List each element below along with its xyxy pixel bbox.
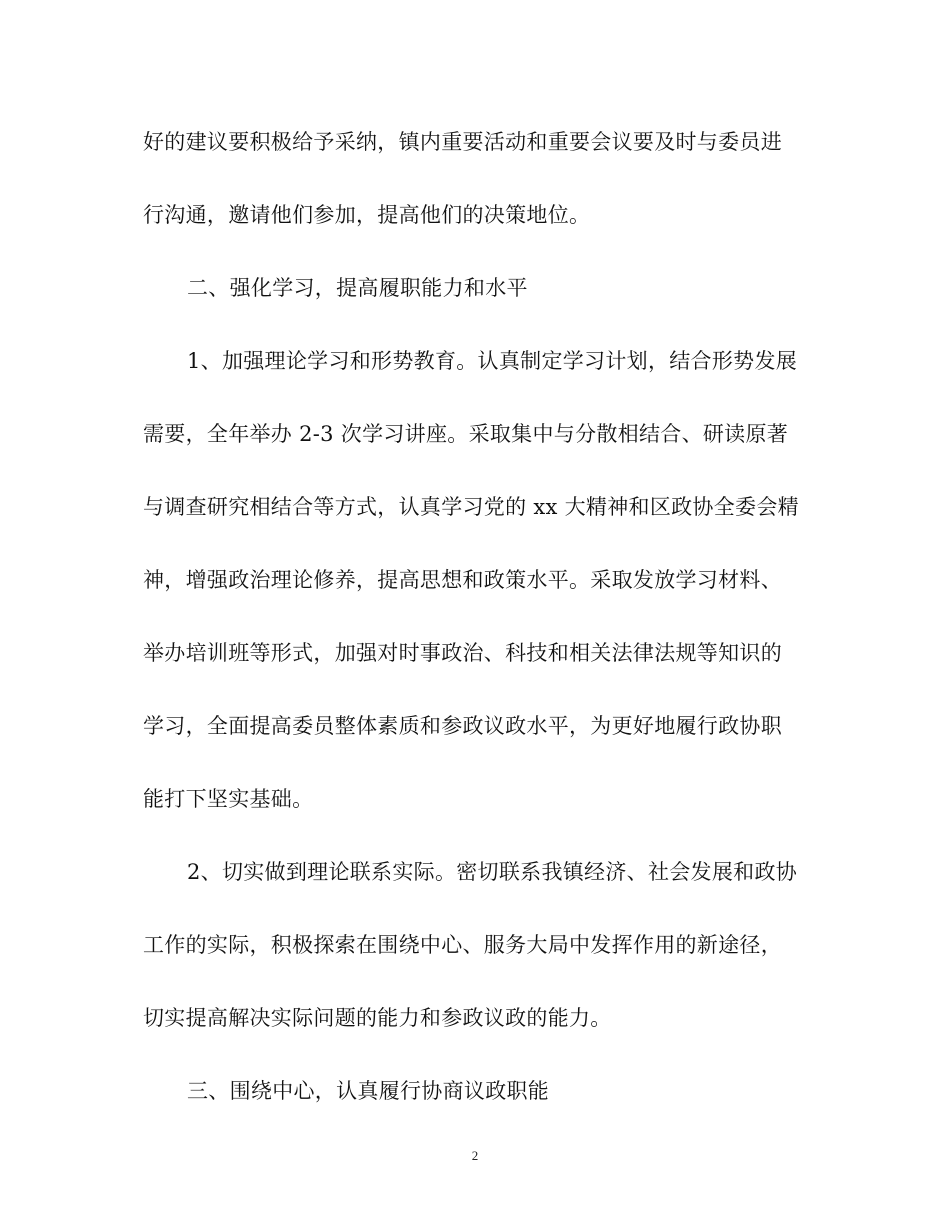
section-heading: 二、强化学习，提高履职能力和水平 <box>187 276 528 300</box>
paragraph-start: 1、加强理论学习和形势教育。认真制定学习计划，结合形势发展 <box>187 349 798 373</box>
text-line: 能打下坚实基础。 <box>143 787 314 811</box>
text-line: 行沟通，邀请他们参加，提高他们的决策地位。 <box>143 203 591 227</box>
text-line: 神，增强政治理论修养，提高思想和政策水平。采取发放学习材料、 <box>143 568 782 592</box>
section-heading: 三、围绕中心，认真履行协商议政职能 <box>187 1079 550 1103</box>
paragraph-start: 2、切实做到理论联系实际。密切联系我镇经济、社会发展和政协 <box>187 860 798 884</box>
text-line: 需要，全年举办 2-3 次学习讲座。采取集中与分散相结合、研读原著 <box>143 422 789 446</box>
text-line: 与调查研究相结合等方式，认真学习党的 xx 大精神和区政协全委会精 <box>143 495 799 519</box>
text-line: 好的建议要积极给予采纳，镇内重要活动和重要会议要及时与委员进 <box>143 130 782 154</box>
text-line: 学习，全面提高委员整体素质和参政议政水平，为更好地履行政协职 <box>143 714 782 738</box>
text-line: 工作的实际，积极探索在围绕中心、服务大局中发挥作用的新途径， <box>143 933 782 957</box>
text-line: 举办培训班等形式，加强对时事政治、科技和相关法律法规等知识的 <box>143 641 782 665</box>
text-line: 切实提高解决实际问题的能力和参政议政的能力。 <box>143 1006 612 1030</box>
page-number: 2 <box>471 1148 479 1163</box>
